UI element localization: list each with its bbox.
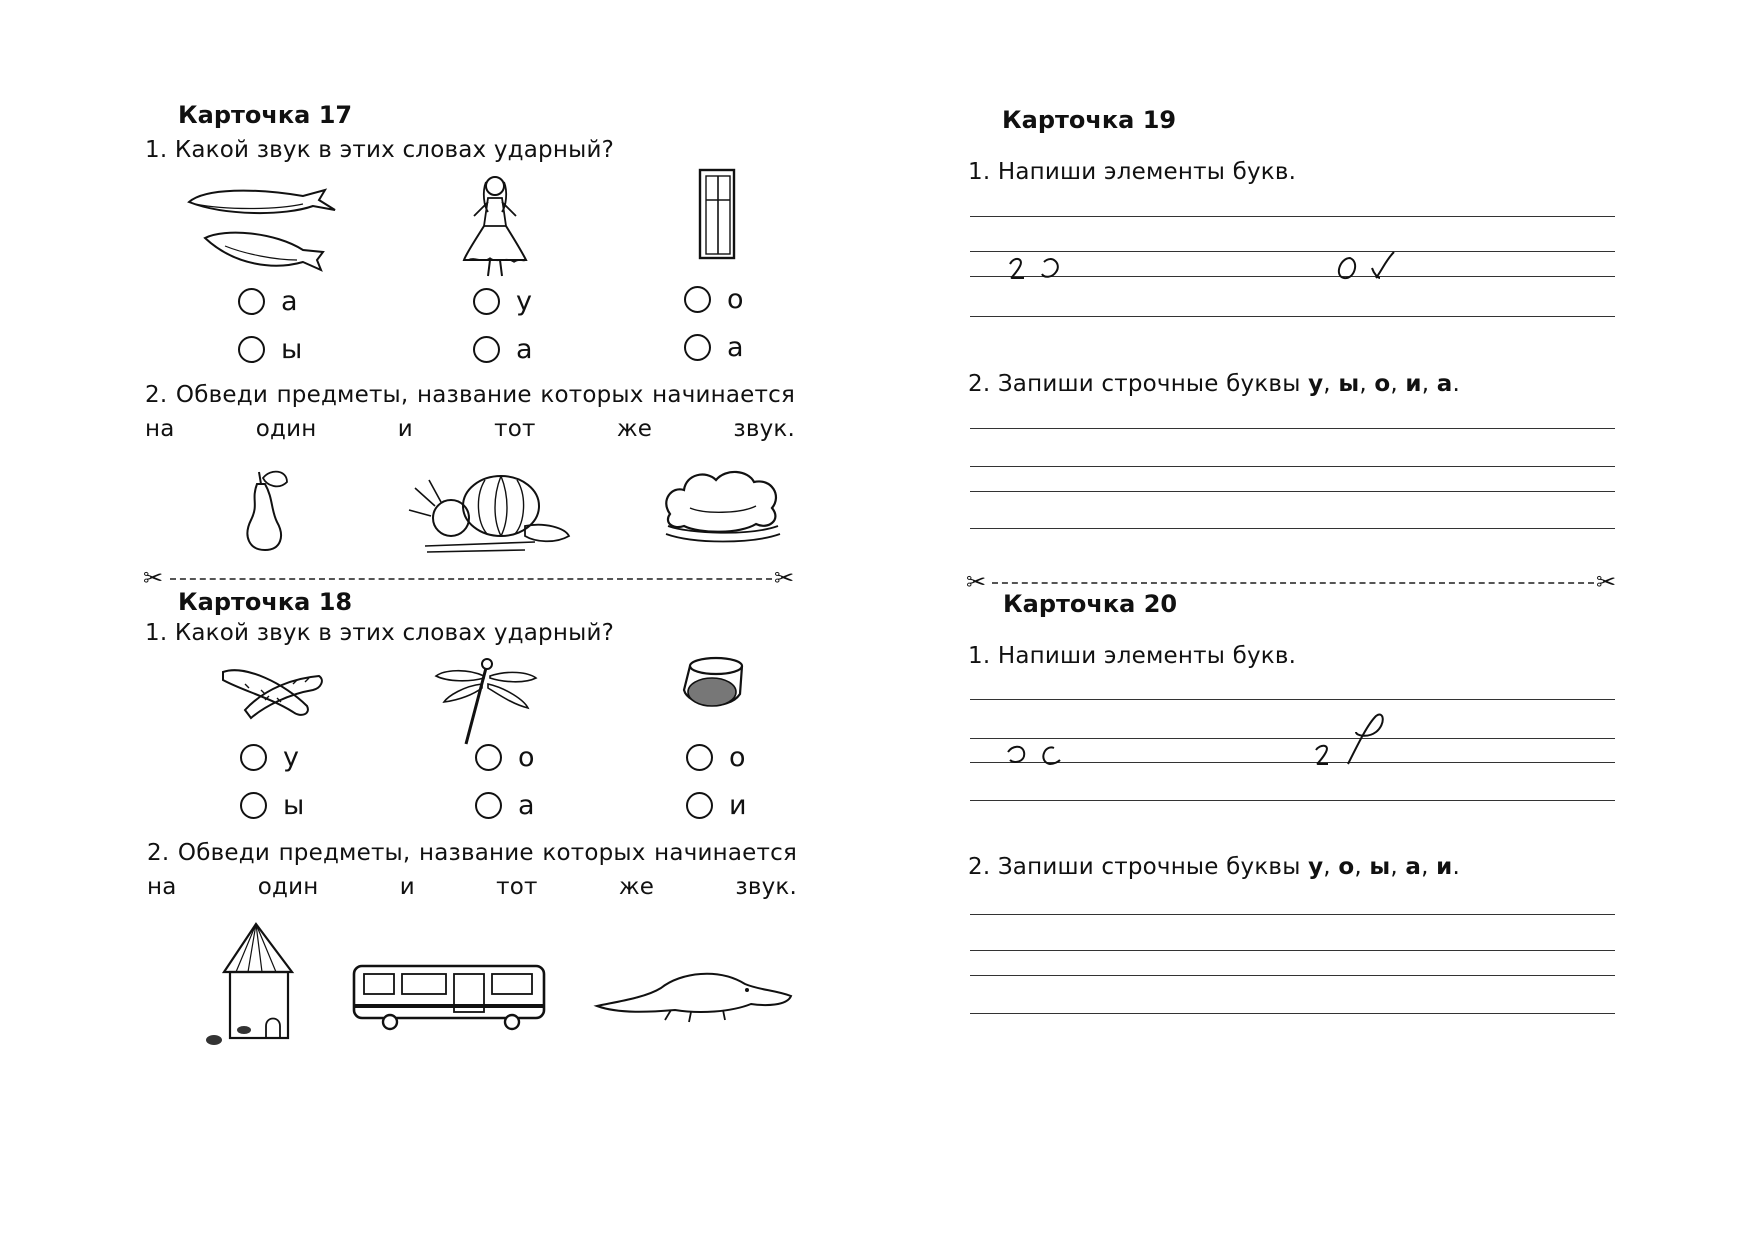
window-picture: [698, 166, 738, 262]
letter-item: и: [1436, 854, 1453, 880]
letter-elements-sample: [1000, 250, 1420, 290]
card-19-title: Карточка 19: [1002, 106, 1177, 134]
writing-line: [970, 1013, 1615, 1014]
option-letter: а: [281, 286, 298, 317]
card-20-title: Карточка 20: [1003, 590, 1178, 618]
radio-circle[interactable]: [686, 792, 713, 819]
card-17-option-1a[interactable]: [238, 286, 298, 317]
letter-item: ы: [1338, 371, 1360, 397]
card-18-question-2: 2. Обведи предметы, название которых начинается на один и тот же звук.: [147, 840, 797, 900]
radio-circle[interactable]: [473, 336, 500, 363]
scissors-icon: ✂: [1596, 568, 1617, 596]
card-17-option-2b[interactable]: [473, 334, 533, 365]
pear-picture: [235, 470, 295, 552]
letter-item: ы: [1369, 854, 1391, 880]
card-20-question-2: 2. Запиши строчные буквы у, о, ы, а, и.: [968, 854, 1460, 880]
doll-picture: [460, 172, 530, 282]
option-letter: у: [516, 286, 532, 317]
radio-circle[interactable]: [684, 334, 711, 361]
letter-item: о: [1374, 371, 1391, 397]
writing-line: [970, 528, 1615, 529]
bush-picture: [660, 464, 784, 544]
radio-circle[interactable]: [238, 288, 265, 315]
option-letter: и: [729, 790, 747, 821]
card-17-option-3b[interactable]: [684, 332, 744, 363]
card-17-title: Карточка 17: [178, 101, 353, 129]
dragonfly-picture: [430, 648, 540, 748]
radio-circle[interactable]: [473, 288, 500, 315]
writing-line: [970, 466, 1615, 467]
card-19-question-2: 2. Запиши строчные буквы у, ы, о, и, а.: [968, 371, 1460, 397]
sieve-picture: [678, 654, 748, 712]
option-letter: а: [518, 790, 535, 821]
letter-elements-sample: [1000, 710, 1420, 766]
option-letter: а: [727, 332, 744, 363]
instruction-text: 2. Запиши строчные буквы: [968, 854, 1301, 880]
trolleybus-picture: [350, 960, 550, 1032]
option-letter: ы: [283, 790, 305, 821]
platypus-picture: [595, 962, 795, 1024]
card-20-question-1: 1. Напиши элементы букв.: [968, 643, 1297, 669]
radio-circle[interactable]: [475, 792, 502, 819]
radio-circle[interactable]: [238, 336, 265, 363]
radio-circle[interactable]: [240, 744, 267, 771]
card-18-question-1: 1. Какой звук в этих словах ударный?: [145, 620, 615, 646]
writing-line: [970, 950, 1615, 951]
card-17-question-2: 2. Обведи предметы, название которых начинается на один и тот же звук.: [145, 382, 795, 442]
whales-picture: [185, 180, 345, 280]
beehive-picture: [200, 920, 300, 1054]
scissors-icon: ✂: [966, 568, 987, 596]
card-18-option-3a[interactable]: [686, 742, 746, 773]
scissors-icon: ✂: [774, 564, 795, 592]
card-18-option-1b[interactable]: [240, 790, 304, 821]
card-18-option-3b[interactable]: [686, 790, 747, 821]
writing-line: [970, 800, 1615, 801]
option-letter: у: [283, 742, 299, 773]
writing-line: [970, 216, 1615, 217]
card-17-question-1: 1. Какой звук в этих словах ударный?: [145, 137, 615, 163]
card-18-option-2b[interactable]: [475, 790, 535, 821]
letter-item: у: [1308, 854, 1324, 880]
radio-circle[interactable]: [475, 744, 502, 771]
letter-item: о: [1338, 854, 1355, 880]
option-letter: о: [518, 742, 535, 773]
card-19-question-1: 1. Напиши элементы букв.: [968, 159, 1297, 185]
card-18-title: Карточка 18: [178, 588, 353, 616]
writing-line: [970, 428, 1615, 429]
option-letter: а: [516, 334, 533, 365]
writing-line: [970, 975, 1615, 976]
option-letter: ы: [281, 334, 303, 365]
card-18-option-1a[interactable]: [240, 742, 299, 773]
option-letter: о: [729, 742, 746, 773]
option-letter: о: [727, 284, 744, 315]
writing-line: [970, 914, 1615, 915]
writing-line: [970, 316, 1615, 317]
letter-item: у: [1308, 371, 1324, 397]
radio-circle[interactable]: [240, 792, 267, 819]
writing-line: [970, 699, 1615, 700]
radio-circle[interactable]: [684, 286, 711, 313]
cut-line: [992, 582, 1594, 584]
radio-circle[interactable]: [686, 744, 713, 771]
cucumbers-picture: [215, 660, 330, 722]
letter-item: а: [1405, 854, 1422, 880]
writing-line: [970, 491, 1615, 492]
instruction-text: 2. Запиши строчные буквы: [968, 371, 1301, 397]
scissors-icon: ✂: [143, 564, 164, 592]
card-17-option-3a[interactable]: [684, 284, 744, 315]
card-17-option-2a[interactable]: [473, 286, 532, 317]
letter-item: и: [1405, 371, 1422, 397]
letter-item: а: [1436, 371, 1453, 397]
card-18-option-2a[interactable]: [475, 742, 535, 773]
cut-line: [170, 578, 772, 580]
card-17-option-1b[interactable]: [238, 334, 302, 365]
vegetables-picture: [405, 466, 575, 558]
